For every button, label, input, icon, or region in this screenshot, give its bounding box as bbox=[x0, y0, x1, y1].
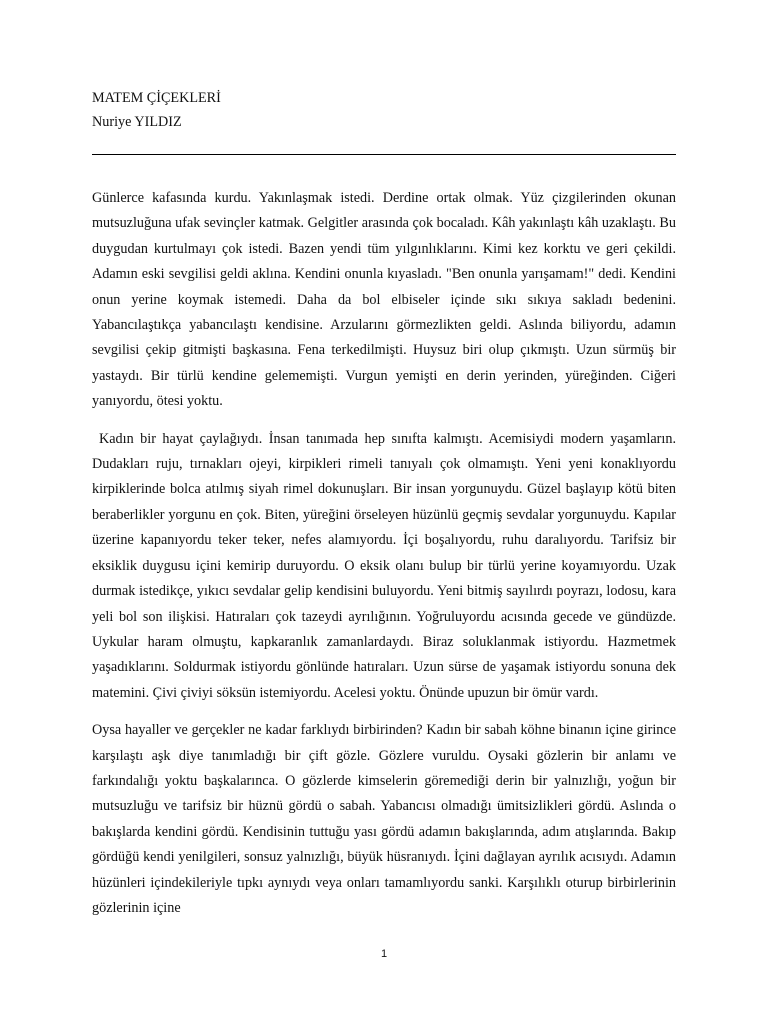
paragraph-1: Günlerce kafasında kurdu. Yakınlaşmak istedi. Derdine ortak olmak. Yüz çizgilerinden okunan mutsuzluğuna ufak sevinçler katmak. Gelgitler arasında çok bocaladı. Kâh yakınlaştı kâh uzaklaştı. Bu duygudan kurtulmayı çok istedi. Bazen yendi tüm yılgınlıklarını. Kimi kez korktu ve geri çekildi. Adamın eski sevgilisi geldi aklına. Kendini onunla kıyasladı. "Ben onunla yarışamam!" dedi. Kendini onun yerine koymak istemedi. Daha da bol elbiseler içinde sıkı sıkıya sakladı bedenini. Yabancılaştıkça yabancılaştı kendisine. Arzularını görmezlikten geldi. Aslında biliyordu, adamın sevgilisi çekip gitmişti başkasına. Fena terkedilmişti. Huysuz biri olup çıkmıştı. Uzun sürmüş bir yastaydı. Bir türlü kendine gelememişti. Vurgun yemişti en derin yerinden, yüreğinden. Ciğeri yanıyordu, ötesi yoktu. bbox=[92, 190, 676, 410]
document-title: MATEM ÇİÇEKLERİ bbox=[92, 90, 221, 106]
document-author: Nuriye YILDIZ bbox=[92, 114, 182, 130]
document-header bbox=[92, 86, 676, 134]
header-divider bbox=[92, 154, 676, 155]
paragraph-2: Kadın bir hayat çaylağıydı. İnsan tanımada hep sınıfta kalmıştı. Acemisiydi modern yaşamların. Dudakları ruju, tırnakları ojeyi, kirpikleri rimeli tanıyalı çok olmamıştı. Yeni yeni konaklıyordu kirpiklerinde bolca atılmış siyah rimel dokunuşları. Bir insan yorgunuydu. Güzel başlayıp kötü biten beraberlikler yorgunu en çok. Biten, yüreğini örseleyen hüzünlü geçmiş sevdalar yorgunuydu. Kapılar üzerine kapanıyordu teker teker, nefes alamıyordu. İçi boşalıyordu, ruhu daralıyordu. Tarifsiz bir eksiklik duygusu içini kemirip duruyordu. O eksik olanı bulup bir türlü yerine koyamıyordu. Uzak durmak istedikçe, yıkıcı sevdalar gelip kendisini buluyordu. Yeni bitmiş sayılırdı poyrazı, lodosu, kara yeli bol son ilişkisi. Hatıraları çok tazeydi ayrılığının. Yoğruluyordu acısında gecede ve gündüzde. Uykular haram olmuştu, kapkaranlık zamanlardaydı. Biraz soluklanmak istiyordu. Hazmetmek yaşadıklarını. Soldurmak istiyordu gönlünde hatıraları. Uzun sürse de yaşamak istiyordu sonuna dek matemini. Çivi çiviyi söksün istemiyordu. Acelesi yoktu. Önünde upuzun bir ömür vardı. bbox=[92, 430, 676, 701]
paragraph-3: Oysa hayaller ve gerçekler ne kadar farklıydı birbirinden? Kadın bir sabah köhne binanın içine girince karşılaştı aşk diye tanımladığı bir çift gözle. Gözlere vuruldu. Oysaki gözlerin bir anlamı ve farkındalığı yoktu başkalarınca. O gözlerde kimselerin göremediği derin bir yalnızlığı, yoğun bir mutsuzluğu ve tarifsiz bir hüznü gördü o sabah. Yabancısı olmadığı ümitsizlikleri gördü. Aslında o bakışlarda kendini gördü. Kendisinin tuttuğu yası gördü adamın bakışlarında, adım atışlarında. Bakıp gördüğü kendi yenilgileri, sonsuz yalnızlığı, büyük hüsranıydı. İçini dağlayan ayrılık acısıydı. Adamın hüzünleri içindekileriyle tıpkı aynıydı veya onları tamamlıyordu sanki. Karşılıklı oturup birbirlerinin gözlerinin içine bbox=[92, 722, 676, 916]
page-number: 1 bbox=[380, 948, 388, 960]
document-body bbox=[92, 186, 676, 933]
